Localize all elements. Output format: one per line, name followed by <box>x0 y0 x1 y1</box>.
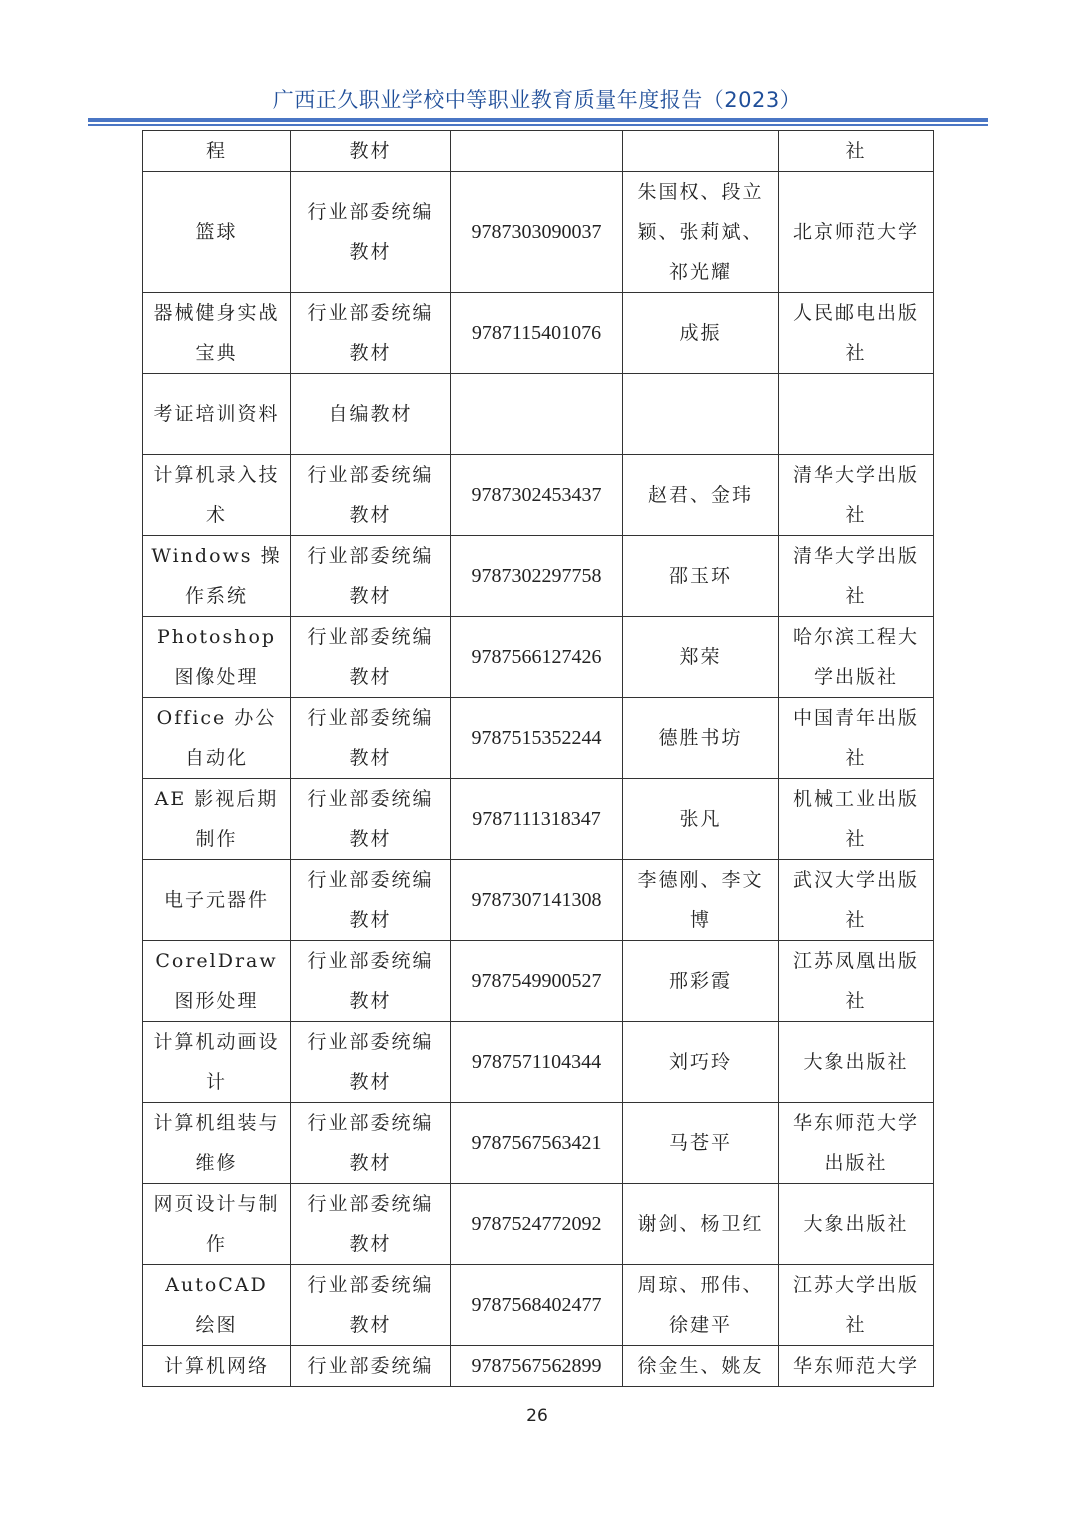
textbook-type-cell: 行业部委统编教材 <box>291 172 451 293</box>
publisher-cell: 社 <box>779 131 934 172</box>
textbook-type-cell: 行业部委统编教材 <box>291 1184 451 1265</box>
author-cell: 刘巧玲 <box>623 1022 779 1103</box>
isbn-cell: 9787302297758 <box>451 536 623 617</box>
textbook-type-cell: 行业部委统编教材 <box>291 779 451 860</box>
publisher-cell: 中国青年出版社 <box>779 698 934 779</box>
isbn-cell: 9787307141308 <box>451 860 623 941</box>
textbook-type-cell: 行业部委统编教材 <box>291 1103 451 1184</box>
textbook-type-cell: 自编教材 <box>291 374 451 455</box>
publisher-cell: 大象出版社 <box>779 1184 934 1265</box>
textbook-type-cell: 行业部委统编教材 <box>291 293 451 374</box>
table-row <box>143 1184 934 1265</box>
course-cell: Office 办公自动化 <box>143 698 291 779</box>
isbn-cell: 9787524772092 <box>451 1184 623 1265</box>
isbn-cell: 9787111318347 <box>451 779 623 860</box>
course-cell: CorelDraw 图形处理 <box>143 941 291 1022</box>
table-row <box>143 455 934 536</box>
course-cell: AutoCAD 绘图 <box>143 1265 291 1346</box>
table-row <box>143 941 934 1022</box>
publisher-cell <box>779 374 934 455</box>
course-cell: 考证培训资料 <box>143 374 291 455</box>
textbook-type-cell: 行业部委统编教材 <box>291 617 451 698</box>
isbn-cell: 9787566127426 <box>451 617 623 698</box>
course-cell: 篮球 <box>143 172 291 293</box>
textbook-type-cell: 行业部委统编教材 <box>291 536 451 617</box>
table-row <box>143 698 934 779</box>
publisher-cell: 大象出版社 <box>779 1022 934 1103</box>
course-cell: 计算机动画设计 <box>143 1022 291 1103</box>
isbn-cell: 9787515352244 <box>451 698 623 779</box>
textbook-type-cell: 行业部委统编教材 <box>291 698 451 779</box>
author-cell: 徐金生、姚友 <box>623 1346 779 1387</box>
header-rule-thin <box>88 124 988 126</box>
author-cell: 郑荣 <box>623 617 779 698</box>
page-number: 26 <box>526 1406 548 1426</box>
isbn-cell: 9787115401076 <box>451 293 623 374</box>
isbn-cell: 9787567563421 <box>451 1103 623 1184</box>
table-row <box>143 1022 934 1103</box>
isbn-cell: 9787549900527 <box>451 941 623 1022</box>
textbook-type-cell: 行业部委统编教材 <box>291 1022 451 1103</box>
course-cell: 电子元器件 <box>143 860 291 941</box>
author-cell: 马苍平 <box>623 1103 779 1184</box>
course-cell: Photoshop 图像处理 <box>143 617 291 698</box>
course-cell: 计算机录入技术 <box>143 455 291 536</box>
publisher-cell: 人民邮电出版社 <box>779 293 934 374</box>
publisher-cell: 江苏凤凰出版社 <box>779 941 934 1022</box>
author-cell: 成振 <box>623 293 779 374</box>
author-cell <box>623 131 779 172</box>
table-row <box>143 374 934 455</box>
textbook-type-cell: 行业部委统编教材 <box>291 455 451 536</box>
table-row <box>143 617 934 698</box>
course-cell: Windows 操作系统 <box>143 536 291 617</box>
isbn-cell <box>451 131 623 172</box>
publisher-cell: 武汉大学出版社 <box>779 860 934 941</box>
course-cell: AE 影视后期制作 <box>143 779 291 860</box>
author-cell: 谢剑、杨卫红 <box>623 1184 779 1265</box>
table-row <box>143 779 934 860</box>
isbn-cell: 9787302453437 <box>451 455 623 536</box>
publisher-cell: 清华大学出版社 <box>779 536 934 617</box>
isbn-cell: 9787571104344 <box>451 1022 623 1103</box>
table-row <box>143 860 934 941</box>
isbn-cell <box>451 374 623 455</box>
course-cell: 计算机网络 <box>143 1346 291 1387</box>
publisher-cell: 华东师范大学出版社 <box>779 1103 934 1184</box>
isbn-cell: 9787567562899 <box>451 1346 623 1387</box>
course-cell: 网页设计与制作 <box>143 1184 291 1265</box>
table-row <box>143 536 934 617</box>
author-cell: 李德刚、李文博 <box>623 860 779 941</box>
author-cell: 邵玉环 <box>623 536 779 617</box>
publisher-cell: 江苏大学出版社 <box>779 1265 934 1346</box>
table-row <box>143 131 934 172</box>
page-header-title: 广西正久职业学校中等职业教育质量年度报告（2023） <box>272 88 802 112</box>
author-cell: 张凡 <box>623 779 779 860</box>
table-row <box>143 293 934 374</box>
table-row <box>143 1103 934 1184</box>
author-cell: 周琼、邢伟、徐建平 <box>623 1265 779 1346</box>
publisher-cell: 哈尔滨工程大学出版社 <box>779 617 934 698</box>
course-cell: 计算机组装与维修 <box>143 1103 291 1184</box>
textbook-type-cell: 行业部委统编 <box>291 1346 451 1387</box>
table-row <box>143 172 934 293</box>
isbn-cell: 9787303090037 <box>451 172 623 293</box>
publisher-cell: 华东师范大学 <box>779 1346 934 1387</box>
textbook-type-cell: 行业部委统编教材 <box>291 860 451 941</box>
publisher-cell: 机械工业出版社 <box>779 779 934 860</box>
publisher-cell: 清华大学出版社 <box>779 455 934 536</box>
textbook-table <box>142 130 934 1387</box>
author-cell: 德胜书坊 <box>623 698 779 779</box>
course-cell: 器械健身实战宝典 <box>143 293 291 374</box>
table-row <box>143 1346 934 1387</box>
publisher-cell: 北京师范大学 <box>779 172 934 293</box>
isbn-cell: 9787568402477 <box>451 1265 623 1346</box>
author-cell: 赵君、金玮 <box>623 455 779 536</box>
course-cell: 程 <box>143 131 291 172</box>
textbook-type-cell: 行业部委统编教材 <box>291 941 451 1022</box>
author-cell: 邢彩霞 <box>623 941 779 1022</box>
author-cell: 朱国权、段立颖、张莉斌、祁光耀 <box>623 172 779 293</box>
header-rule-thick <box>88 118 988 122</box>
textbook-table-body <box>143 131 934 1387</box>
author-cell <box>623 374 779 455</box>
textbook-type-cell: 教材 <box>291 131 451 172</box>
table-row <box>143 1265 934 1346</box>
textbook-type-cell: 行业部委统编教材 <box>291 1265 451 1346</box>
